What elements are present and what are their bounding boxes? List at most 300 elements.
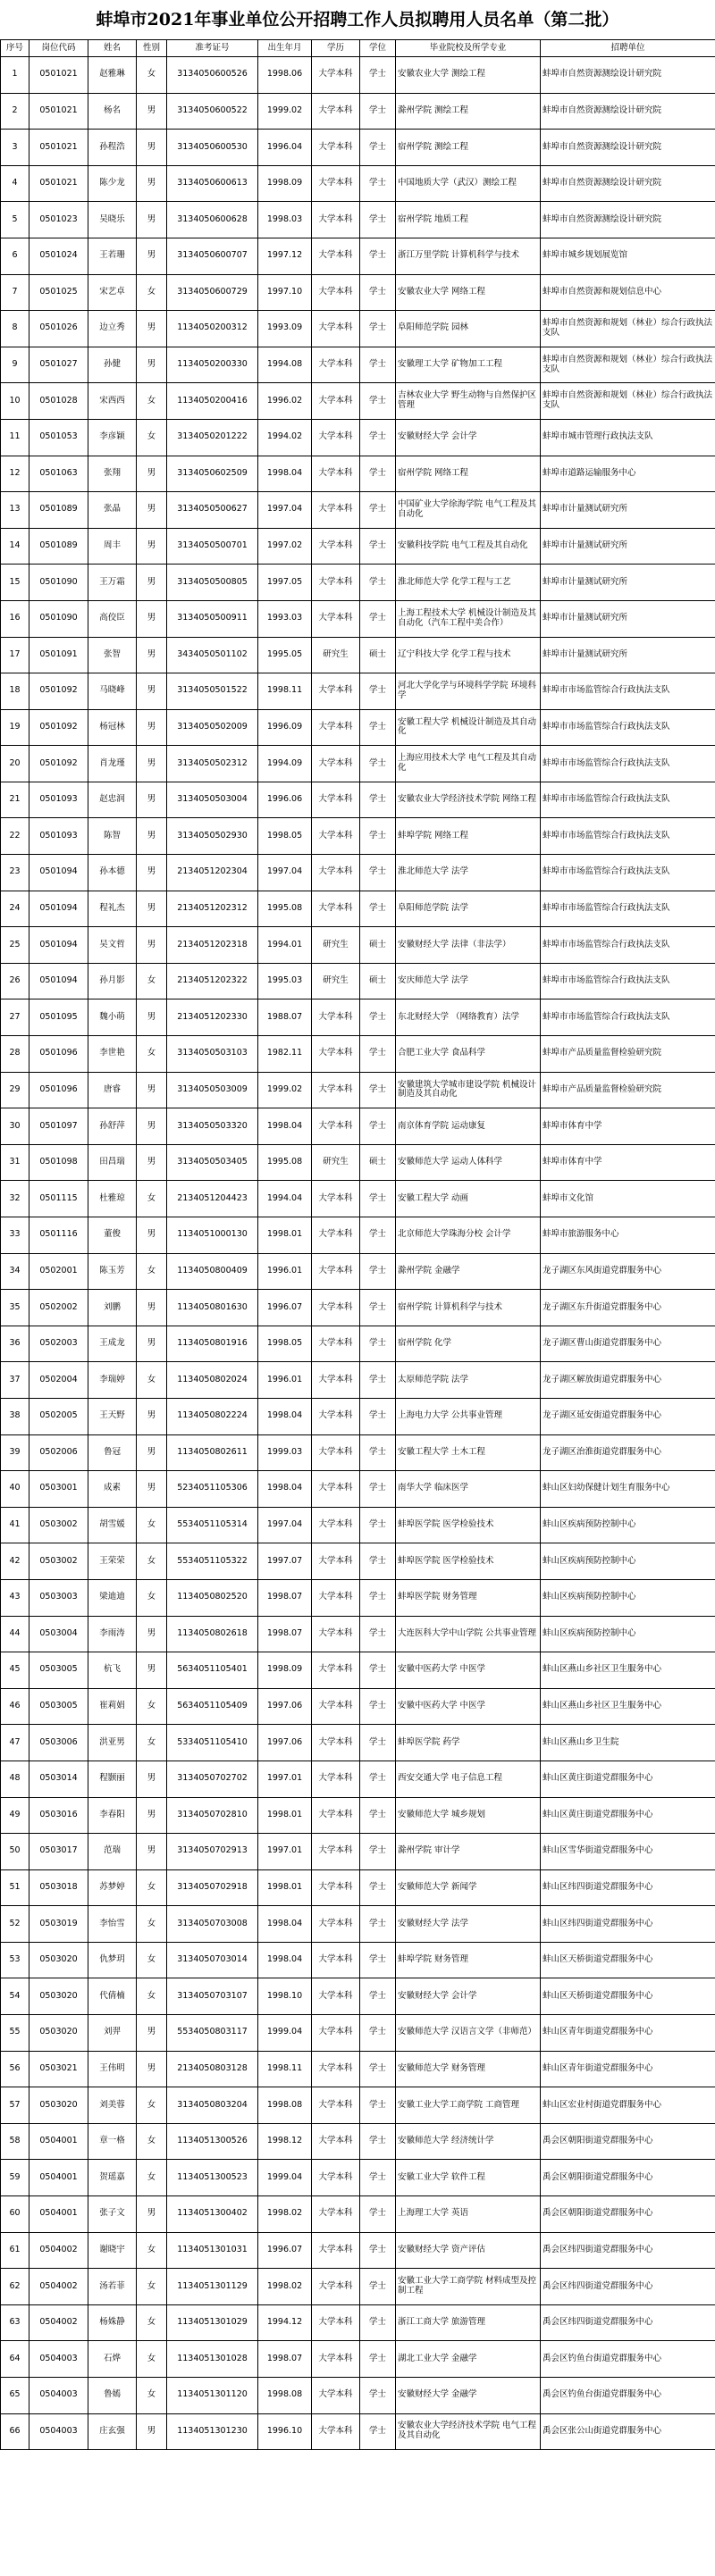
cell-degree: 学士 <box>360 673 396 710</box>
cell-code: 0503005 <box>29 1688 88 1725</box>
cell-edu: 大学本科 <box>312 673 360 710</box>
cell-code: 0501021 <box>29 130 88 166</box>
cell-gender: 女 <box>137 1507 167 1543</box>
cell-unit: 蚌埠市自然资源和规划信息中心 <box>541 274 715 311</box>
cell-birth: 1997.04 <box>258 492 312 529</box>
cell-no: 66 <box>1 2413 29 2450</box>
cell-no: 1 <box>1 57 29 94</box>
cell-edu: 大学本科 <box>312 1290 360 1326</box>
table-row <box>1 1036 715 1073</box>
cell-edu: 大学本科 <box>312 1652 360 1689</box>
cell-no: 58 <box>1 2123 29 2160</box>
cell-gender: 男 <box>137 1471 167 1508</box>
cell-no: 5 <box>1 202 29 238</box>
cell-unit: 蚌埠市道路运输服务中心 <box>541 456 715 492</box>
cell-birth: 1998.04 <box>258 1108 312 1145</box>
cell-edu: 大学本科 <box>312 2196 360 2233</box>
cell-degree: 学士 <box>360 528 396 565</box>
table-row <box>1 637 715 673</box>
cell-unit: 蚌山区宏业村街道党群服务中心 <box>541 2087 715 2124</box>
cell-edu: 大学本科 <box>312 1978 360 2015</box>
cell-no: 60 <box>1 2196 29 2233</box>
header-no: 序号 <box>1 40 29 57</box>
cell-exam: 3134050501522 <box>167 673 258 710</box>
cell-no: 20 <box>1 746 29 782</box>
cell-name: 马晓峰 <box>88 673 137 710</box>
cell-school: 安徽师范大学 经济统计学 <box>396 2123 541 2160</box>
cell-degree: 学士 <box>360 1834 396 1870</box>
cell-name: 高佼臣 <box>88 600 137 637</box>
cell-code: 0502004 <box>29 1362 88 1399</box>
cell-code: 0501026 <box>29 311 88 347</box>
cell-name: 李彦颖 <box>88 419 137 456</box>
cell-exam: 3134050600613 <box>167 165 258 202</box>
cell-edu: 大学本科 <box>312 1326 360 1362</box>
cell-code: 0501098 <box>29 1144 88 1181</box>
cell-no: 52 <box>1 1906 29 1943</box>
cell-unit: 禹会区纬四街道党群服务中心 <box>541 2304 715 2341</box>
table-row <box>1 1834 715 1870</box>
cell-degree: 学士 <box>360 2160 396 2196</box>
cell-gender: 男 <box>137 1616 167 1652</box>
cell-school: 安徽工程大学 动画 <box>396 1181 541 1217</box>
cell-code: 0503019 <box>29 1906 88 1943</box>
cell-gender: 女 <box>137 2232 167 2269</box>
cell-code: 0501089 <box>29 492 88 529</box>
cell-no: 14 <box>1 528 29 565</box>
cell-degree: 硕士 <box>360 963 396 999</box>
cell-no: 21 <box>1 782 29 818</box>
cell-exam: 2134051202318 <box>167 927 258 964</box>
cell-unit: 蚌山区燕山乡社区卫生服务中心 <box>541 1688 715 1725</box>
header-name: 姓名 <box>88 40 137 57</box>
cell-school: 安徽中医药大学 中医学 <box>396 1652 541 1689</box>
table-row <box>1 57 715 94</box>
table-row <box>1 709 715 746</box>
cell-name: 王成龙 <box>88 1326 137 1362</box>
cell-code: 0501115 <box>29 1181 88 1217</box>
cell-edu: 研究生 <box>312 927 360 964</box>
cell-name: 张子文 <box>88 2196 137 2233</box>
cell-unit: 蚌埠市市场监管综合行政执法支队 <box>541 963 715 999</box>
cell-unit: 蚌埠市市场监管综合行政执法支队 <box>541 927 715 964</box>
cell-gender: 男 <box>137 1834 167 1870</box>
cell-no: 47 <box>1 1725 29 1761</box>
cell-edu: 大学本科 <box>312 1181 360 1217</box>
table-row <box>1 1434 715 1471</box>
cell-degree: 学士 <box>360 1362 396 1399</box>
cell-edu: 大学本科 <box>312 1942 360 1978</box>
cell-code: 0501063 <box>29 456 88 492</box>
cell-birth: 1998.05 <box>258 1326 312 1362</box>
cell-degree: 学士 <box>360 1543 396 1580</box>
cell-exam: 3134050600530 <box>167 130 258 166</box>
cell-degree: 学士 <box>360 2378 396 2414</box>
cell-gender: 女 <box>137 2378 167 2414</box>
cell-degree: 学士 <box>360 855 396 891</box>
cell-no: 12 <box>1 456 29 492</box>
cell-degree: 学士 <box>360 202 396 238</box>
cell-gender: 女 <box>137 1978 167 2015</box>
cell-no: 18 <box>1 673 29 710</box>
cell-unit: 蚌山区纬四街道党群服务中心 <box>541 1906 715 1943</box>
cell-exam: 3134050703008 <box>167 1906 258 1943</box>
cell-degree: 学士 <box>360 2232 396 2269</box>
cell-no: 51 <box>1 1869 29 1906</box>
cell-unit: 蚌埠市自然资源和规划（林业）综合行政执法支队 <box>541 383 715 420</box>
cell-exam: 5234051105306 <box>167 1471 258 1508</box>
cell-school: 河北大学化学与环境科学学院 环境科学 <box>396 673 541 710</box>
cell-name: 王万霜 <box>88 565 137 601</box>
cell-unit: 蚌埠市自然资源和规划（林业）综合行政执法支队 <box>541 347 715 383</box>
cell-gender: 女 <box>137 1906 167 1943</box>
cell-unit: 蚌山区雪华街道党群服务中心 <box>541 1834 715 1870</box>
cell-code: 0501089 <box>29 528 88 565</box>
cell-gender: 女 <box>137 1181 167 1217</box>
table-row <box>1 1181 715 1217</box>
cell-edu: 大学本科 <box>312 782 360 818</box>
cell-gender: 男 <box>137 130 167 166</box>
cell-gender: 男 <box>137 347 167 383</box>
cell-unit: 蚌埠市城市管理行政执法支队 <box>541 419 715 456</box>
cell-gender: 女 <box>137 1869 167 1906</box>
cell-exam: 3134050500805 <box>167 565 258 601</box>
cell-gender: 男 <box>137 746 167 782</box>
cell-school: 安徽工业大学工商学院 材料成型及控制工程 <box>396 2269 541 2305</box>
cell-gender: 男 <box>137 202 167 238</box>
cell-school: 南华大学 临床医学 <box>396 1471 541 1508</box>
cell-gender: 男 <box>137 528 167 565</box>
cell-code: 0501025 <box>29 274 88 311</box>
cell-gender: 女 <box>137 2087 167 2124</box>
cell-name: 崔莉娟 <box>88 1688 137 1725</box>
cell-birth: 1998.11 <box>258 673 312 710</box>
cell-exam: 2134051202330 <box>167 999 258 1036</box>
cell-school: 阜阳师范学院 法学 <box>396 891 541 927</box>
table-row <box>1 1471 715 1508</box>
cell-no: 49 <box>1 1797 29 1834</box>
cell-edu: 大学本科 <box>312 274 360 311</box>
cell-edu: 研究生 <box>312 1144 360 1181</box>
cell-gender: 女 <box>137 2160 167 2196</box>
cell-birth: 1995.05 <box>258 637 312 673</box>
cell-gender: 男 <box>137 2015 167 2052</box>
cell-no: 25 <box>1 927 29 964</box>
cell-unit: 蚌埠市城乡规划展览馆 <box>541 238 715 274</box>
cell-edu: 大学本科 <box>312 565 360 601</box>
cell-no: 65 <box>1 2378 29 2414</box>
page-title: 蚌埠市2021年事业单位公开招聘工作人员拟聘用人员名单（第二批） <box>96 10 619 29</box>
cell-birth: 1998.05 <box>258 818 312 855</box>
table-row <box>1 600 715 637</box>
cell-birth: 1996.10 <box>258 2413 312 2450</box>
cell-school: 滁州学院 金融学 <box>396 1253 541 1290</box>
cell-birth: 1996.01 <box>258 1362 312 1399</box>
cell-gender: 男 <box>137 238 167 274</box>
cell-unit: 蚌山区纬四街道党群服务中心 <box>541 1869 715 1906</box>
cell-school: 宿州学院 测绘工程 <box>396 130 541 166</box>
cell-code: 0501090 <box>29 600 88 637</box>
table-row <box>1 274 715 311</box>
cell-no: 4 <box>1 165 29 202</box>
table-row <box>1 492 715 529</box>
table-row <box>1 565 715 601</box>
cell-unit: 蚌埠市自然资源测绘设计研究院 <box>541 202 715 238</box>
cell-unit: 龙子湖区曹山街道党群服务中心 <box>541 1326 715 1362</box>
cell-gender: 男 <box>137 2196 167 2233</box>
cell-no: 8 <box>1 311 29 347</box>
table-row <box>1 1398 715 1434</box>
cell-gender: 女 <box>137 1362 167 1399</box>
cell-name: 王荣荣 <box>88 1543 137 1580</box>
cell-name: 成素 <box>88 1471 137 1508</box>
header-edu: 学历 <box>312 40 360 57</box>
cell-exam: 1134050802224 <box>167 1398 258 1434</box>
cell-no: 17 <box>1 637 29 673</box>
cell-no: 57 <box>1 2087 29 2124</box>
cell-name: 田昌瑞 <box>88 1144 137 1181</box>
cell-name: 李雨涛 <box>88 1616 137 1652</box>
cell-no: 37 <box>1 1362 29 1399</box>
cell-code: 0503016 <box>29 1797 88 1834</box>
cell-edu: 大学本科 <box>312 2413 360 2450</box>
cell-no: 28 <box>1 1036 29 1073</box>
cell-edu: 大学本科 <box>312 1688 360 1725</box>
cell-birth: 1997.04 <box>258 1507 312 1543</box>
cell-school: 滁州学院 测绘工程 <box>396 93 541 130</box>
cell-unit: 蚌埠市文化馆 <box>541 1181 715 1217</box>
cell-gender: 男 <box>137 818 167 855</box>
cell-school: 蚌埠医学院 医学检验技术 <box>396 1507 541 1543</box>
table-row <box>1 1616 715 1652</box>
cell-name: 周丰 <box>88 528 137 565</box>
cell-degree: 学士 <box>360 2413 396 2450</box>
cell-birth: 1998.04 <box>258 1471 312 1508</box>
header-gender: 性别 <box>137 40 167 57</box>
cell-gender: 男 <box>137 456 167 492</box>
cell-birth: 1997.12 <box>258 238 312 274</box>
table-row <box>1 238 715 274</box>
cell-name: 宋西西 <box>88 383 137 420</box>
cell-school: 安徽财经大学 会计学 <box>396 1978 541 2015</box>
cell-gender: 女 <box>137 1942 167 1978</box>
cell-degree: 学士 <box>360 93 396 130</box>
header-unit: 招聘单位 <box>541 40 715 57</box>
cell-gender: 男 <box>137 1761 167 1797</box>
table-row <box>1 2015 715 2052</box>
cell-gender: 女 <box>137 419 167 456</box>
cell-birth: 1998.10 <box>258 1978 312 2015</box>
cell-code: 0503003 <box>29 1579 88 1616</box>
cell-edu: 大学本科 <box>312 202 360 238</box>
cell-name: 孙月影 <box>88 963 137 999</box>
cell-degree: 学士 <box>360 1217 396 1254</box>
cell-degree: 学士 <box>360 709 396 746</box>
cell-degree: 学士 <box>360 2269 396 2305</box>
cell-unit: 蚌埠市自然资源测绘设计研究院 <box>541 93 715 130</box>
cell-no: 19 <box>1 709 29 746</box>
cell-birth: 1998.06 <box>258 57 312 94</box>
cell-code: 0503002 <box>29 1543 88 1580</box>
cell-no: 44 <box>1 1616 29 1652</box>
cell-birth: 1998.04 <box>258 456 312 492</box>
cell-edu: 大学本科 <box>312 238 360 274</box>
cell-code: 0504002 <box>29 2269 88 2305</box>
cell-unit: 龙子湖区东升街道党群服务中心 <box>541 1290 715 1326</box>
cell-exam: 5334051105410 <box>167 1725 258 1761</box>
cell-birth: 1997.06 <box>258 1688 312 1725</box>
cell-edu: 大学本科 <box>312 456 360 492</box>
cell-birth: 1988.07 <box>258 999 312 1036</box>
cell-edu: 大学本科 <box>312 1108 360 1145</box>
cell-edu: 大学本科 <box>312 1761 360 1797</box>
cell-name: 张翔 <box>88 456 137 492</box>
cell-exam: 5534051105314 <box>167 1507 258 1543</box>
cell-gender: 女 <box>137 963 167 999</box>
cell-code: 0503004 <box>29 1616 88 1652</box>
cell-gender: 女 <box>137 2269 167 2305</box>
cell-birth: 1997.02 <box>258 528 312 565</box>
cell-gender: 男 <box>137 782 167 818</box>
cell-exam: 3134050702913 <box>167 1834 258 1870</box>
cell-code: 0501095 <box>29 999 88 1036</box>
cell-edu: 大学本科 <box>312 528 360 565</box>
cell-name: 张晶 <box>88 492 137 529</box>
cell-edu: 大学本科 <box>312 1579 360 1616</box>
cell-name: 梁迪迪 <box>88 1579 137 1616</box>
cell-exam: 3134050600526 <box>167 57 258 94</box>
cell-degree: 学士 <box>360 383 396 420</box>
cell-name: 赵雅琳 <box>88 57 137 94</box>
cell-exam: 3134050502930 <box>167 818 258 855</box>
table-row <box>1 1108 715 1145</box>
cell-edu: 研究生 <box>312 963 360 999</box>
cell-exam: 3134050500911 <box>167 600 258 637</box>
cell-edu: 大学本科 <box>312 1434 360 1471</box>
table-row <box>1 1942 715 1978</box>
cell-exam: 1134050802520 <box>167 1579 258 1616</box>
cell-unit: 蚌埠市产品质量监督检验研究院 <box>541 1072 715 1108</box>
cell-degree: 学士 <box>360 1181 396 1217</box>
cell-birth: 1994.08 <box>258 347 312 383</box>
cell-no: 6 <box>1 238 29 274</box>
cell-school: 北京师范大学珠海分校 会计学 <box>396 1217 541 1254</box>
cell-no: 34 <box>1 1253 29 1290</box>
cell-edu: 大学本科 <box>312 2232 360 2269</box>
cell-birth: 1998.08 <box>258 2378 312 2414</box>
cell-edu: 大学本科 <box>312 419 360 456</box>
cell-school: 太原师范学院 法学 <box>396 1362 541 1399</box>
cell-gender: 女 <box>137 274 167 311</box>
cell-school: 安徽财经大学 金融学 <box>396 2378 541 2414</box>
table-row <box>1 165 715 202</box>
cell-degree: 学士 <box>360 1797 396 1834</box>
cell-exam: 5534050803117 <box>167 2015 258 2052</box>
cell-code: 0503006 <box>29 1725 88 1761</box>
cell-unit: 蚌埠市自然资源测绘设计研究院 <box>541 130 715 166</box>
cell-no: 36 <box>1 1326 29 1362</box>
cell-exam: 3134050600707 <box>167 238 258 274</box>
cell-unit: 蚌山区燕山乡社区卫生服务中心 <box>541 1652 715 1689</box>
cell-birth: 1996.04 <box>258 130 312 166</box>
cell-name: 苏梦婷 <box>88 1869 137 1906</box>
table-row <box>1 673 715 710</box>
cell-gender: 男 <box>137 1398 167 1434</box>
cell-degree: 学士 <box>360 1507 396 1543</box>
cell-edu: 大学本科 <box>312 1834 360 1870</box>
cell-edu: 大学本科 <box>312 818 360 855</box>
cell-no: 39 <box>1 1434 29 1471</box>
cell-code: 0503021 <box>29 2051 88 2087</box>
table-row <box>1 818 715 855</box>
cell-unit: 蚌山区疾病预防控制中心 <box>541 1616 715 1652</box>
cell-code: 0501096 <box>29 1072 88 1108</box>
cell-edu: 大学本科 <box>312 1869 360 1906</box>
table-row <box>1 927 715 964</box>
cell-name: 李瑞婷 <box>88 1362 137 1399</box>
cell-name: 杨冠林 <box>88 709 137 746</box>
cell-name: 李春阳 <box>88 1797 137 1834</box>
cell-birth: 1998.08 <box>258 2087 312 2124</box>
cell-exam: 3134050703107 <box>167 1978 258 2015</box>
cell-edu: 大学本科 <box>312 1217 360 1254</box>
cell-birth: 1998.09 <box>258 165 312 202</box>
cell-school: 安徽师范大学 财务管理 <box>396 2051 541 2087</box>
cell-gender: 男 <box>137 492 167 529</box>
cell-edu: 大学本科 <box>312 1072 360 1108</box>
cell-birth: 1995.08 <box>258 891 312 927</box>
cell-gender: 男 <box>137 2051 167 2087</box>
cell-edu: 大学本科 <box>312 2087 360 2124</box>
cell-code: 0501053 <box>29 419 88 456</box>
cell-birth: 1997.01 <box>258 1761 312 1797</box>
cell-no: 22 <box>1 818 29 855</box>
cell-gender: 男 <box>137 709 167 746</box>
cell-no: 16 <box>1 600 29 637</box>
cell-name: 庄玄强 <box>88 2413 137 2450</box>
cell-no: 43 <box>1 1579 29 1616</box>
cell-edu: 大学本科 <box>312 2378 360 2414</box>
cell-no: 9 <box>1 347 29 383</box>
cell-birth: 1997.04 <box>258 855 312 891</box>
cell-name: 唐睿 <box>88 1072 137 1108</box>
cell-edu: 大学本科 <box>312 1036 360 1073</box>
cell-school: 浙江万里学院 计算机科学与技术 <box>396 238 541 274</box>
cell-no: 59 <box>1 2160 29 2196</box>
cell-no: 7 <box>1 274 29 311</box>
cell-code: 0501094 <box>29 927 88 964</box>
cell-code: 0501021 <box>29 93 88 130</box>
table-row <box>1 383 715 420</box>
cell-exam: 3134050500627 <box>167 492 258 529</box>
cell-school: 蚌埠医学院 医学检验技术 <box>396 1543 541 1580</box>
cell-exam: 3134050702810 <box>167 1797 258 1834</box>
cell-name: 赵忠润 <box>88 782 137 818</box>
cell-birth: 1996.01 <box>258 1253 312 1290</box>
cell-school: 合肥工业大学 食品科学 <box>396 1036 541 1073</box>
cell-name: 孙本德 <box>88 855 137 891</box>
cell-unit: 蚌埠市计量测试研究所 <box>541 528 715 565</box>
cell-exam: 5634051105409 <box>167 1688 258 1725</box>
cell-edu: 大学本科 <box>312 600 360 637</box>
cell-edu: 大学本科 <box>312 492 360 529</box>
cell-school: 安徽农业大学 网络工程 <box>396 274 541 311</box>
cell-degree: 学士 <box>360 1869 396 1906</box>
cell-gender: 男 <box>137 600 167 637</box>
cell-degree: 学士 <box>360 492 396 529</box>
cell-school: 蚌埠学院 财务管理 <box>396 1942 541 1978</box>
cell-degree: 学士 <box>360 1652 396 1689</box>
